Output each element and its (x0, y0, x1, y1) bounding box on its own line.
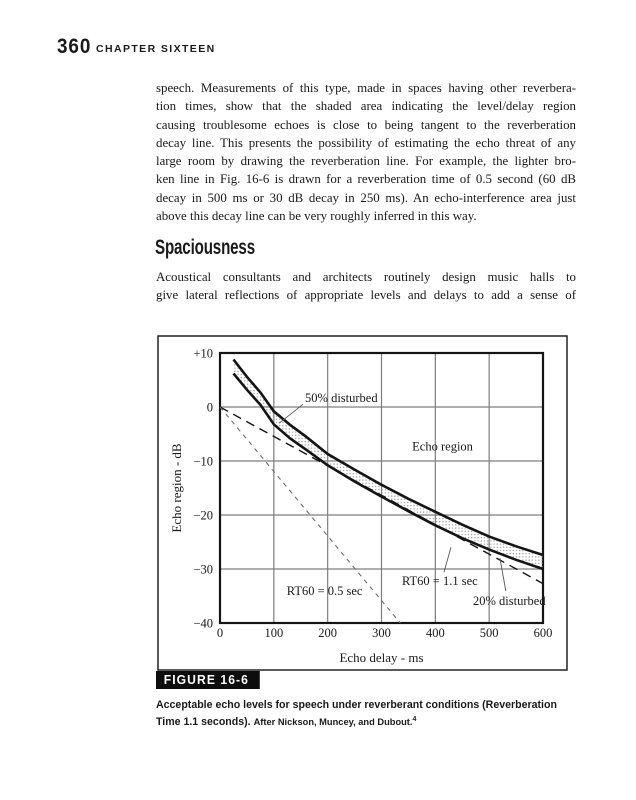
x-axis-title: Echo delay - ms (339, 650, 424, 665)
x-tick-label: 100 (264, 626, 284, 640)
caption-credit: After Nickson, Muncey, and Dubout.$^4$ (253, 715, 417, 727)
y-tick-label: −20 (193, 508, 213, 523)
y-tick-label: −10 (193, 454, 213, 469)
chart-annotation: 20% disturbed (473, 594, 546, 609)
body-line: large room by drawing the reverberation line. For example, the lighter bro- (156, 154, 576, 169)
x-tick-label: 500 (479, 626, 499, 640)
y-tick-label: +10 (193, 346, 213, 361)
chart-annotation: RT60 = 1.1 sec (401, 574, 478, 589)
figure-caption (156, 699, 577, 729)
figure-label: FIGURE 16-6 (156, 671, 260, 689)
section-heading: Spaciousness (155, 236, 255, 259)
paragraph-2 (156, 268, 576, 305)
body-line: ken line in Fig. 16-6 is drawn for a reverberation time of 0.5 second (60 dB (156, 172, 576, 187)
chart-annotation: Echo region (412, 439, 473, 454)
page-number: 360 (57, 35, 92, 58)
body-line: speech. Measurements of this type, made in spaces having other reverbera- (156, 81, 576, 95)
x-tick-label: 200 (318, 626, 338, 640)
body-line: tion times, show that the shaded area indicating the level/delay region (156, 99, 576, 114)
body-line: Acoustical consultants and architects routinely design music halls to (156, 270, 576, 284)
chapter-title: CHAPTER SIXTEEN (96, 43, 216, 55)
y-tick-label: −40 (193, 616, 213, 631)
y-axis-title: Echo region - dB (169, 443, 184, 533)
leader-line (500, 558, 506, 591)
caption-text: Acceptable echo levels for speech under reverberant conditions (Reverberation Time 1.1 seconds). (156, 699, 557, 728)
x-tick-label: 0 (216, 626, 224, 640)
series-solid (234, 360, 544, 556)
body-line: give lateral reflections of appropriate levels and delays to add a sense of (156, 288, 576, 303)
x-tick-label: 600 (533, 626, 553, 640)
y-tick-label: 0 (206, 400, 213, 415)
footnote-marker: 4 (412, 715, 417, 723)
body-line: decay in 500 ms or 30 dB decay in 250 ms). An echo-interference area just (156, 190, 576, 205)
body-line: causing troublesome echoes is close to being tangent to the reverberation (156, 117, 576, 132)
chart-annotation: 50% disturbed (305, 391, 378, 406)
paragraph-1 (156, 79, 576, 225)
body-line: decay line. This presents the possibility of estimating the echo threat of any (156, 135, 576, 150)
x-tick-label: 400 (425, 626, 445, 640)
y-tick-label: −30 (193, 562, 213, 577)
figure-chart (157, 335, 568, 671)
body-line: above this decay line can be very roughly inferred in this way. (156, 209, 477, 224)
echo-band-shading (234, 360, 544, 570)
chart-annotation: RT60 = 0.5 sec (286, 583, 363, 598)
x-tick-label: 300 (372, 626, 391, 640)
